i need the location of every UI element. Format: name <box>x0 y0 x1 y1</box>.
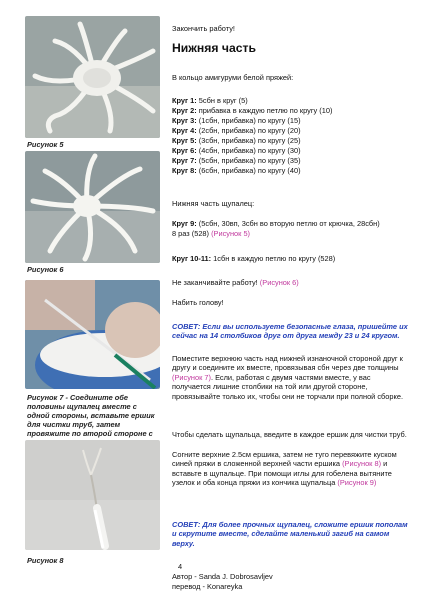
round-label: Круг 8: <box>172 166 197 175</box>
round-label: Круг 10-11: <box>172 254 212 263</box>
tip-label: СОВЕТ: <box>172 520 201 529</box>
pipe-cleaner-paragraph: Чтобы сделать щупальца, введите в каждое ершик для чистки труб. <box>172 430 407 439</box>
intro-text: В кольцо амигуруми белой пряжей: <box>172 73 294 82</box>
round-line <box>172 166 301 175</box>
round-text: 5сбн в круг (5) <box>196 96 248 105</box>
round-line <box>172 146 301 155</box>
fold-text-pre: Согните верхние 2.5см ершика, затем не туго перевяжите куском синей пряжи в сложенной верхней части ершика <box>172 450 397 469</box>
instructions-column <box>172 0 412 604</box>
round-line <box>172 126 301 135</box>
tip-text: Если вы используете безопасные глаза, пришейте их сейчас на 14 столбиков друг от друга между 23 и 24 кругом. <box>172 322 408 341</box>
figure-ref-7: (Рисунок 7) <box>172 372 211 382</box>
round-text: (3сбн, прибавка) по кругу (25) <box>196 136 301 145</box>
round-line <box>172 156 301 165</box>
round-text: (6сбн, прибавка) по кругу (40) <box>196 166 301 175</box>
round-10-line <box>172 254 335 263</box>
round-label: Круг 1: <box>172 96 197 105</box>
round-line <box>172 136 301 145</box>
join-text-pre: Поместите верхнюю часть над нижней изнаночной стороной друг к другу и соедините их вместе, провязывая сбн через две толщины <box>172 354 403 373</box>
round-line <box>172 116 301 125</box>
figure-ref-5: (Рисунок 5) <box>211 229 251 238</box>
round-line <box>172 106 332 115</box>
page-number: 4 <box>178 562 183 571</box>
round-label: Круг 9: <box>172 219 197 228</box>
round-9-line-2 <box>172 229 250 238</box>
photo-figure-7 <box>25 280 160 389</box>
round-text: (4сбн, прибавка) по кругу (30) <box>196 146 301 155</box>
section-title: Нижняя часть <box>172 41 256 55</box>
photo-figure-8 <box>25 440 160 550</box>
author-credit: Автор - Sanda J. Dobrosavljev <box>172 572 273 581</box>
fold-paragraph <box>172 450 410 488</box>
round-text: прибавка в каждую петлю по кругу (10) <box>196 106 333 115</box>
photo-figure-6 <box>25 151 160 263</box>
dont-finish-text: Не заканчивайте работу! <box>172 278 260 287</box>
photo-column <box>0 0 162 604</box>
join-text-post: . Если, работая с двумя частями вместе, у вас получается лишние столбики на той или другой стороне, провязывайте только их, чтобы они не торчали при полной сборке. <box>172 372 403 401</box>
round-text: (5сбн, 30вп, 3сбн во вторую петлю от крючка, 28сбн) <box>196 219 380 228</box>
caption-figure-7: Рисунок 7 - Соедините обе половины щупалец вместе с одной стороны, вставьте ершик для чистки труб, затем провяжите по второй стороне с <box>27 393 155 438</box>
round-text: (2сбн, прибавка) по кругу (20) <box>196 126 301 135</box>
round-label: Круг 3: <box>172 116 197 125</box>
round-label: Круг 4: <box>172 126 197 135</box>
tip-label: СОВЕТ: <box>172 322 201 331</box>
stuff-head-note: Набить голову! <box>172 298 224 307</box>
round-label: Круг 6: <box>172 146 197 155</box>
figure-ref-9: (Рисунок 9) <box>337 478 377 488</box>
round-label: Круг 5: <box>172 136 197 145</box>
round-text: (1сбн, прибавка) по кругу (15) <box>196 116 301 125</box>
tip-text: Для более прочных щупалец, сложите ершик пополам и скрутите вместе, сделайте маленький загиб на самом верху. <box>172 520 408 548</box>
finish-work-note: Закончить работу! <box>172 24 235 33</box>
round-line <box>172 96 248 105</box>
fold-text-mid: и вставьте в щупальце. При помощи иглы для гобелена вытяните узелок и оба конца пряжи из кончика щупальца <box>172 459 392 488</box>
tip-tentacles <box>172 520 410 548</box>
figure-ref-6: (Рисунок 6) <box>259 278 299 287</box>
tip-eyes <box>172 322 410 341</box>
round-text: 8 раз (528) <box>172 229 212 238</box>
figure-ref-8: (Рисунок 8) <box>342 459 382 469</box>
join-paragraph <box>172 354 410 401</box>
tentacles-heading: Нижняя часть щупалец: <box>172 199 255 208</box>
caption-figure-5: Рисунок 5 <box>27 140 64 149</box>
dont-finish-note <box>172 278 299 287</box>
round-label: Круг 7: <box>172 156 197 165</box>
round-text: (5сбн, прибавка) по кругу (35) <box>196 156 301 165</box>
caption-figure-8: Рисунок 8 <box>27 556 64 565</box>
photo-figure-5 <box>25 16 160 138</box>
translator-credit: перевод - Konareyka <box>172 582 243 591</box>
caption-figure-6: Рисунок 6 <box>27 265 64 274</box>
round-9-line <box>172 219 380 228</box>
round-text: 1сбн в каждую петлю по кругу (528) <box>211 254 336 263</box>
round-label: Круг 2: <box>172 106 197 115</box>
